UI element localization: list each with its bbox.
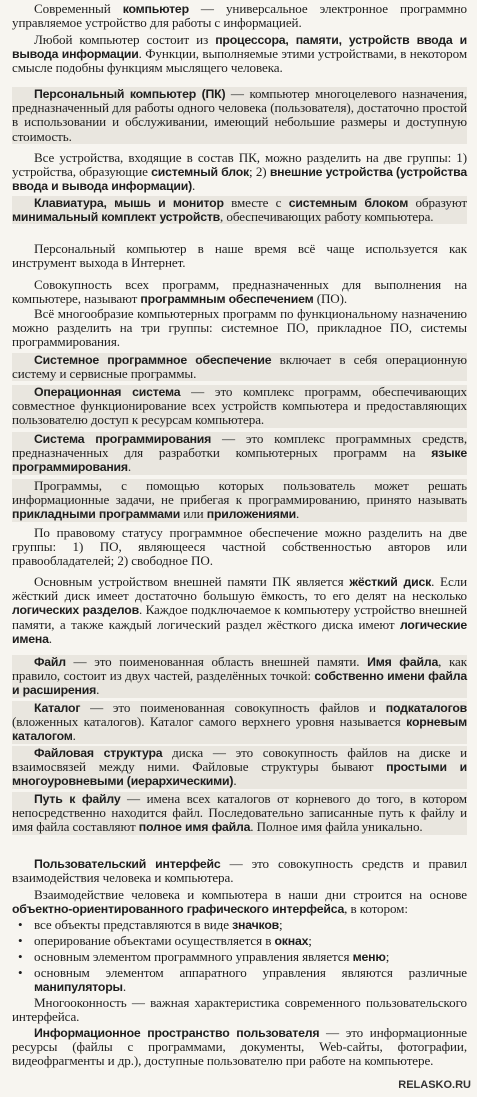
bold-term: логических разделов — [12, 603, 139, 618]
paragraph — [12, 479, 467, 522]
text-run: , как правило, состоит из двух частей, разделённых точкой: — [12, 654, 467, 684]
text-run: образуют — [408, 195, 467, 210]
text-run: Основным устройством внешней памяти ПК является — [34, 574, 350, 589]
bold-term: Пользовательский интерфейс — [34, 857, 221, 871]
bold-term: Каталог — [34, 701, 81, 715]
text-run: . Полное имя файла уникально. — [250, 819, 423, 835]
text-run: (вложенных каталогов). Каталог самого верхнего уровня называется — [12, 714, 407, 730]
text-run: Программы, с помощью которых пользователь может решать информационные задачи, не прибегая к программированию, принято называть — [12, 478, 467, 508]
text-run: диска — это совокупность файлов на диске и взаимосвязей между ними. Файловые структуры бывают — [12, 745, 467, 775]
bullet-item — [12, 966, 467, 994]
bold-term: Персональный компьютер (ПК) — [34, 87, 226, 101]
watermark: RELASKO.RU — [398, 1079, 471, 1091]
text-run: . Каждое подключаемое к компьютеру устройство внешней памяти, а также каждый логический раздел жёсткого диска имеют — [12, 602, 467, 632]
bold-term: Имя файла — [367, 655, 439, 669]
text-run: — это поименованная совокупность файлов и — [80, 700, 386, 715]
paragraph — [12, 746, 467, 789]
paragraph — [12, 151, 467, 194]
text-run: оперирование объектами осуществляется в — [34, 933, 275, 948]
paragraph — [12, 575, 467, 646]
bold-term: значков — [232, 918, 280, 932]
text-run: Современный — [34, 1, 123, 16]
paragraph — [12, 432, 467, 475]
paragraph — [12, 701, 467, 744]
text-run: ; — [385, 949, 390, 964]
bold-term: собственно имени файла и расширения — [12, 669, 467, 698]
text-run: — это комплекс программных средств, предназначенных для разработки компьютерных программ на — [12, 431, 468, 461]
paragraph — [12, 792, 467, 835]
paragraph — [12, 307, 467, 350]
text-run: . — [127, 459, 132, 475]
paragraph — [12, 353, 467, 381]
bold-term: простыми и многоуровневыми (иерархическими) — [12, 760, 467, 789]
paragraph — [12, 1026, 467, 1069]
text-run: — это совокупность средств и правил взаимодействия человека и компьютера. — [12, 856, 467, 886]
bold-term: компьютер — [122, 2, 189, 16]
text-run: . Функции, выполняемые этими устройствами, в некотором смысле подобны функциям мыслящего человека. — [12, 46, 468, 76]
text-run: — универсальное электронное программно управляемое устройство для работы с информацией. — [12, 1, 468, 31]
text-run: ; — [308, 933, 312, 948]
bold-term: меню — [352, 950, 386, 964]
paragraph — [12, 87, 467, 144]
bold-term: Информационное пространство пользователя — [34, 1026, 320, 1040]
text-run: основным элементом аппаратного управления являются различные — [34, 965, 467, 980]
bold-term: Системное программное обеспечение — [34, 353, 272, 367]
paragraph — [12, 2, 467, 30]
text-run: Любой компьютер состоит из — [34, 32, 216, 47]
bold-term: подкаталогов — [385, 701, 467, 715]
bold-term: объектно-ориентированного графического интерфейса — [12, 902, 345, 917]
text-run: Совокупность всех программ, предназначенных для выполнения на компьютере, называют — [12, 277, 467, 307]
text-run: — это информационные ресурсы (файлы с программами, документы, Web-сайты, фотографии, видеофрагменты и др.), доступные пользователю при работе на компьютере. — [12, 1025, 467, 1069]
bold-term: Система программирования — [34, 432, 212, 446]
paragraph — [12, 655, 467, 698]
text-run: . — [72, 728, 76, 744]
text-run: Персональный компьютер в наше время всё чаще используется как инструмент выхода в Интернет. — [12, 241, 467, 271]
text-run: ; 2) — [249, 164, 270, 180]
bold-term: полное имя файла — [138, 820, 251, 835]
text-run: По правовому статусу программное обеспечение можно разделить на две группы: 1) ПО, являющееся частной собственностью авторов или правообладателей; 2) свободное ПО. — [12, 525, 467, 569]
bullet-item — [12, 918, 467, 932]
paragraph — [12, 996, 467, 1024]
text-run: все объекты представляются в виде — [34, 917, 233, 932]
bold-term: манипуляторы — [34, 980, 123, 995]
bold-term: жёсткий диск — [349, 575, 432, 589]
text-run: ; — [279, 917, 283, 932]
text-run: основным элементом программного управления является — [34, 949, 353, 964]
text-run: — имена всех каталогов от корневого до того, в котором непосредственно находится файл. Последовательно записанные путь к файлу и имя файла составляют — [12, 791, 467, 835]
text-run: — это комплекс программ, обеспечивающих совместное функционирование всех устройств компьютера и предоставляющих пользователю доступ к ресурсам компьютера. — [12, 384, 467, 428]
bold-term: минимальный комплект устройств — [12, 210, 221, 225]
bullet-item — [12, 950, 467, 964]
bold-term: внешние устройства (устройства ввода и вывода информации) — [12, 165, 468, 194]
text-run: Взаимодействие человека и компьютера в наши дни строится на основе — [34, 887, 467, 902]
bold-term: программным обеспечением — [140, 292, 314, 307]
bold-term: языке программирования — [12, 446, 467, 475]
bold-term: Файл — [34, 655, 66, 669]
text-run: . — [122, 979, 127, 995]
text-run: . — [96, 682, 100, 698]
text-run: включает в себя операционную систему и сервисные программы. — [12, 352, 467, 382]
paragraph — [12, 242, 467, 270]
text-run: — это поименованная область внешней памяти. — [65, 654, 368, 669]
paragraph — [12, 857, 467, 885]
bold-term: окнах — [274, 934, 309, 948]
bold-term: корневым каталогом — [12, 715, 467, 744]
bold-term: Файловая структура — [34, 746, 163, 760]
paragraph — [12, 278, 467, 306]
paragraph — [12, 888, 467, 916]
text-run: (ПО). — [313, 291, 348, 307]
bold-term: логические имена — [12, 617, 467, 646]
bullet-item — [12, 934, 467, 948]
text-run: — компьютер многоцелевого назначения, предназначенный для работы одного человека (пользователя), достаточно простой в использовании и обслуживании, имеющий небольшие размеры и доступную стоимость. — [12, 86, 468, 144]
text-run: вместе с — [223, 195, 289, 210]
bold-term: приложениями — [206, 507, 297, 522]
text-run: , в котором: — [344, 901, 408, 917]
bold-term: Клавиатура, мышь и монитор — [34, 196, 224, 210]
paragraph — [12, 33, 467, 76]
text-run: , обеспечивающих работу компьютера. — [220, 209, 434, 225]
bold-term: процессора, памяти, устройств ввода и вывода информации — [12, 33, 467, 62]
text-run: . — [48, 630, 52, 646]
paragraph — [12, 196, 467, 224]
text-run: . — [296, 506, 300, 522]
bold-term: Путь к файлу — [34, 792, 121, 806]
bold-term: системным блоком — [288, 196, 409, 210]
bold-term: прикладными программами — [12, 507, 181, 522]
text-run: . Если жёсткий диск имеет достаточно большую ёмкость, то его делят на несколько — [12, 574, 467, 604]
text-run: или — [180, 506, 207, 522]
bold-term: Операционная система — [34, 385, 181, 399]
text-run: . — [192, 178, 196, 194]
text-run: Всё многообразие компьютерных программ по функциональному назначению можно разделить на три группы: системное ПО, прикладное ПО, системы программирования. — [12, 306, 467, 350]
paragraph — [12, 526, 467, 569]
paragraph — [12, 385, 467, 428]
text-run: Все устройства, входящие в состав ПК, можно разделить на две группы: 1) устройства, образующие — [12, 150, 467, 180]
text-run: . — [233, 773, 237, 789]
bold-term: системный блок — [151, 165, 249, 180]
text-run: Многооконность — важная характеристика современного пользовательского интерфейса. — [12, 995, 467, 1025]
